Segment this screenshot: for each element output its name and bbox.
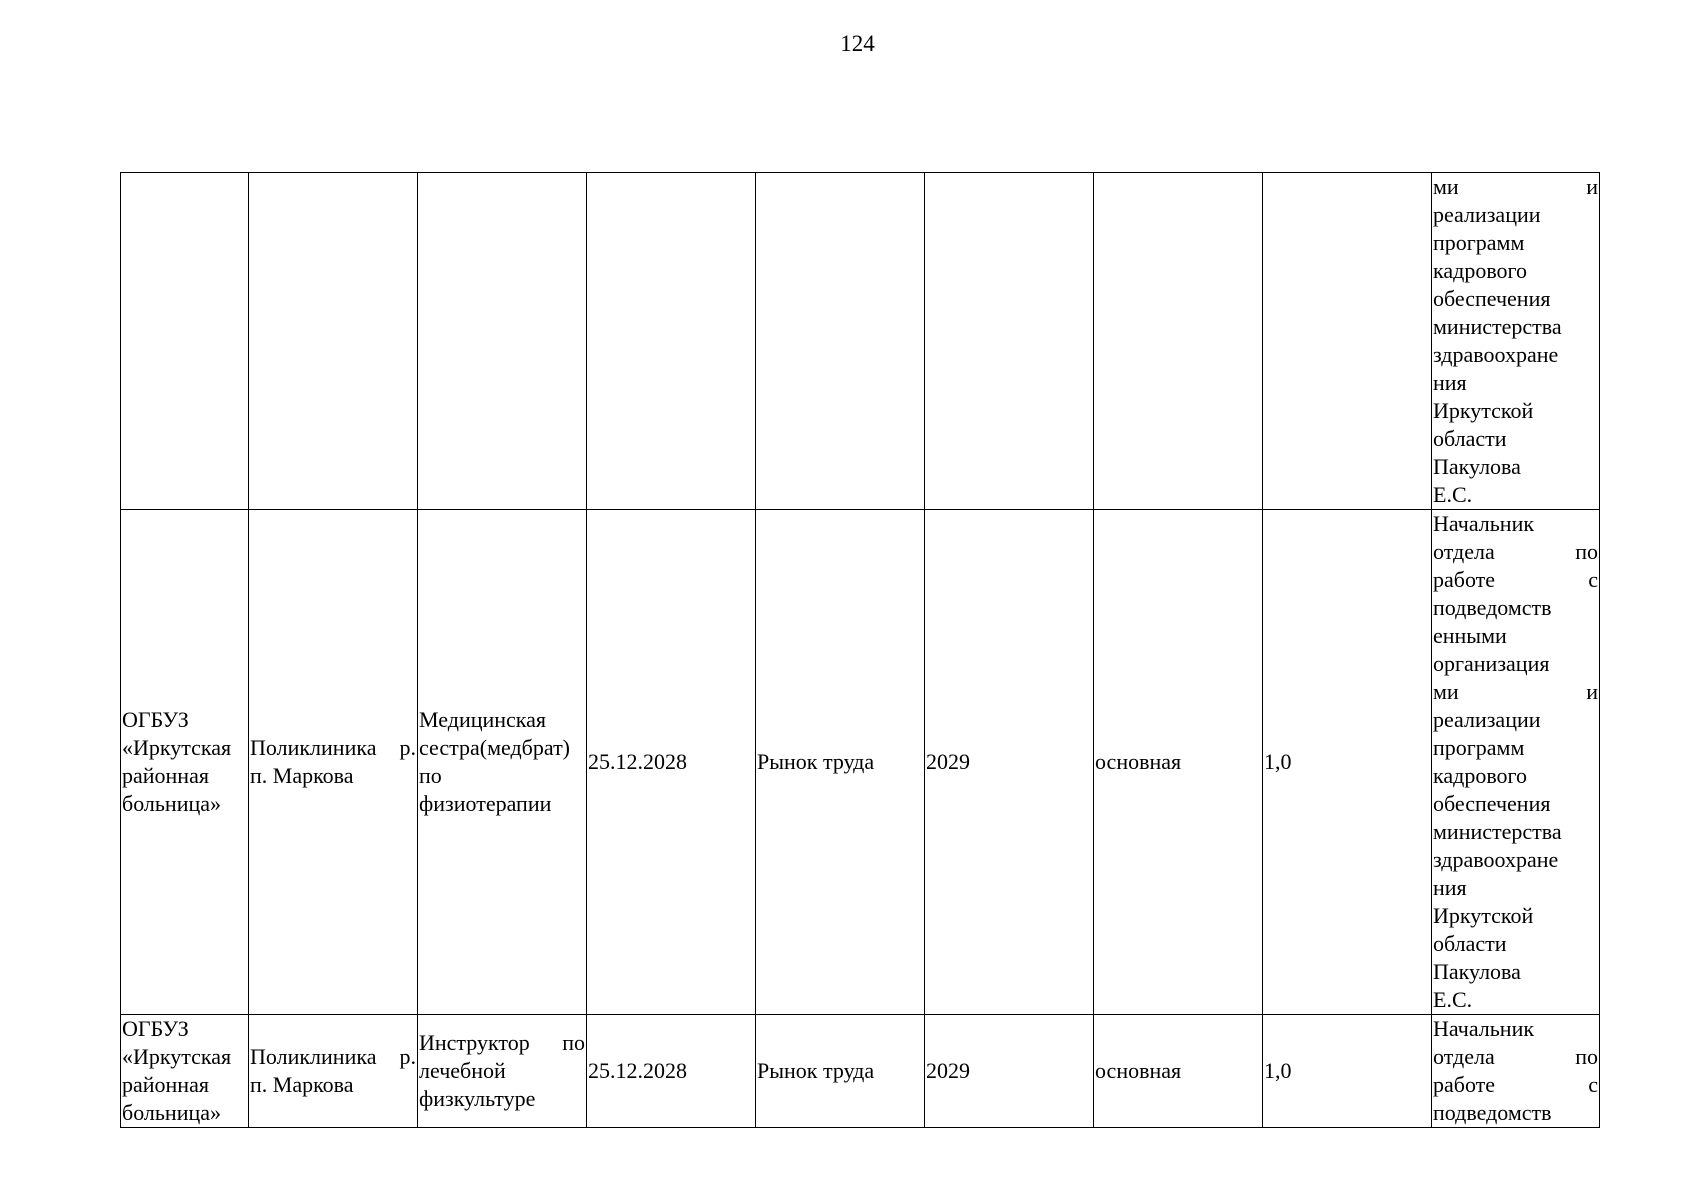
organization-cell [121, 1015, 249, 1128]
organization-cell [121, 510, 249, 1015]
responsible-line: Е.С. [1433, 987, 1473, 1012]
responsible-line: работе с [1433, 567, 1598, 592]
responsible-line: области [1433, 931, 1507, 956]
org-line: больница» [122, 1100, 221, 1125]
rate-cell [1263, 173, 1432, 510]
org-line: районная [122, 1072, 209, 1097]
position-line: по [419, 763, 442, 788]
responsible-line: здравоохране [1433, 847, 1559, 872]
unit-cell [249, 1015, 418, 1128]
responsible-line: реализации [1433, 202, 1541, 227]
table-row [121, 173, 1600, 510]
responsible-line: отдела по [1433, 1044, 1598, 1069]
position-line: Медицинская [419, 707, 547, 732]
responsible-line: обеспечения [1433, 791, 1551, 816]
responsible-cell [1432, 1015, 1600, 1128]
org-line: ОГБУЗ [122, 707, 189, 732]
unit-line: п. Маркова [250, 763, 354, 788]
rate-cell: 1,0 [1263, 1015, 1432, 1128]
responsible-line: ния [1433, 370, 1467, 395]
org-line: районная [122, 763, 209, 788]
responsible-line: подведомств [1433, 595, 1552, 620]
organization-cell [121, 173, 249, 510]
position-line: физкультуре [419, 1086, 536, 1111]
responsible-line: программ [1433, 735, 1525, 760]
staffing-table [120, 172, 1600, 1128]
table-row [121, 1015, 1600, 1128]
position-line: физиотерапии [419, 791, 552, 816]
position-cell [418, 510, 587, 1015]
position-line: сестра(медбрат) [419, 735, 571, 760]
responsible-line: Пакулова [1433, 959, 1521, 984]
unit-line: п. Маркова [250, 1072, 354, 1097]
unit-line: Поликлиника р. [250, 735, 416, 760]
position-line: Инструктор по [419, 1030, 585, 1055]
year-cell: 2029 [925, 1015, 1094, 1128]
responsible-line: министерства [1433, 819, 1562, 844]
org-line: ОГБУЗ [122, 1016, 189, 1041]
year-cell: 2029 [925, 510, 1094, 1015]
responsible-cell [1432, 173, 1600, 510]
source-cell [756, 173, 925, 510]
responsible-line: организация [1433, 651, 1550, 676]
responsible-line: енными [1433, 623, 1507, 648]
responsible-line: ния [1433, 875, 1467, 900]
responsible-line: ми и [1433, 174, 1598, 199]
responsible-line: ми и [1433, 679, 1598, 704]
position-cell [418, 173, 587, 510]
type-cell: основная [1094, 510, 1263, 1015]
type-cell: основная [1094, 1015, 1263, 1128]
responsible-line: Начальник [1433, 511, 1535, 536]
responsible-line: области [1433, 426, 1507, 451]
responsible-line: отдела по [1433, 539, 1598, 564]
responsible-cell [1432, 510, 1600, 1015]
date-cell [587, 173, 756, 510]
table-row [121, 510, 1600, 1015]
responsible-line: Е.С. [1433, 482, 1473, 507]
source-cell: Рынок труда [756, 1015, 925, 1128]
responsible-line: кадрового [1433, 258, 1528, 283]
responsible-line: Иркутской [1433, 398, 1534, 423]
responsible-line: программ [1433, 230, 1525, 255]
position-cell [418, 1015, 587, 1128]
org-line: «Иркутская [122, 735, 232, 760]
org-line: «Иркутская [122, 1044, 232, 1069]
date-cell: 25.12.2028 [587, 510, 756, 1015]
rate-cell: 1,0 [1263, 510, 1432, 1015]
page-number: 124 [840, 31, 875, 56]
year-cell [925, 173, 1094, 510]
source-cell: Рынок труда [756, 510, 925, 1015]
responsible-line: здравоохране [1433, 342, 1559, 367]
responsible-line: Иркутской [1433, 903, 1534, 928]
responsible-line: министерства [1433, 314, 1562, 339]
date-cell: 25.12.2028 [587, 1015, 756, 1128]
responsible-line: Пакулова [1433, 454, 1521, 479]
org-line: больница» [122, 791, 221, 816]
responsible-line: реализации [1433, 707, 1541, 732]
type-cell [1094, 173, 1263, 510]
unit-line: Поликлиника р. [250, 1044, 416, 1069]
responsible-line: кадрового [1433, 763, 1528, 788]
position-line: лечебной [419, 1058, 506, 1083]
unit-cell [249, 173, 418, 510]
responsible-line: Начальник [1433, 1016, 1535, 1041]
responsible-line: работе с [1433, 1072, 1598, 1097]
responsible-line: обеспечения [1433, 286, 1551, 311]
unit-cell [249, 510, 418, 1015]
responsible-line: подведомств [1433, 1100, 1552, 1125]
